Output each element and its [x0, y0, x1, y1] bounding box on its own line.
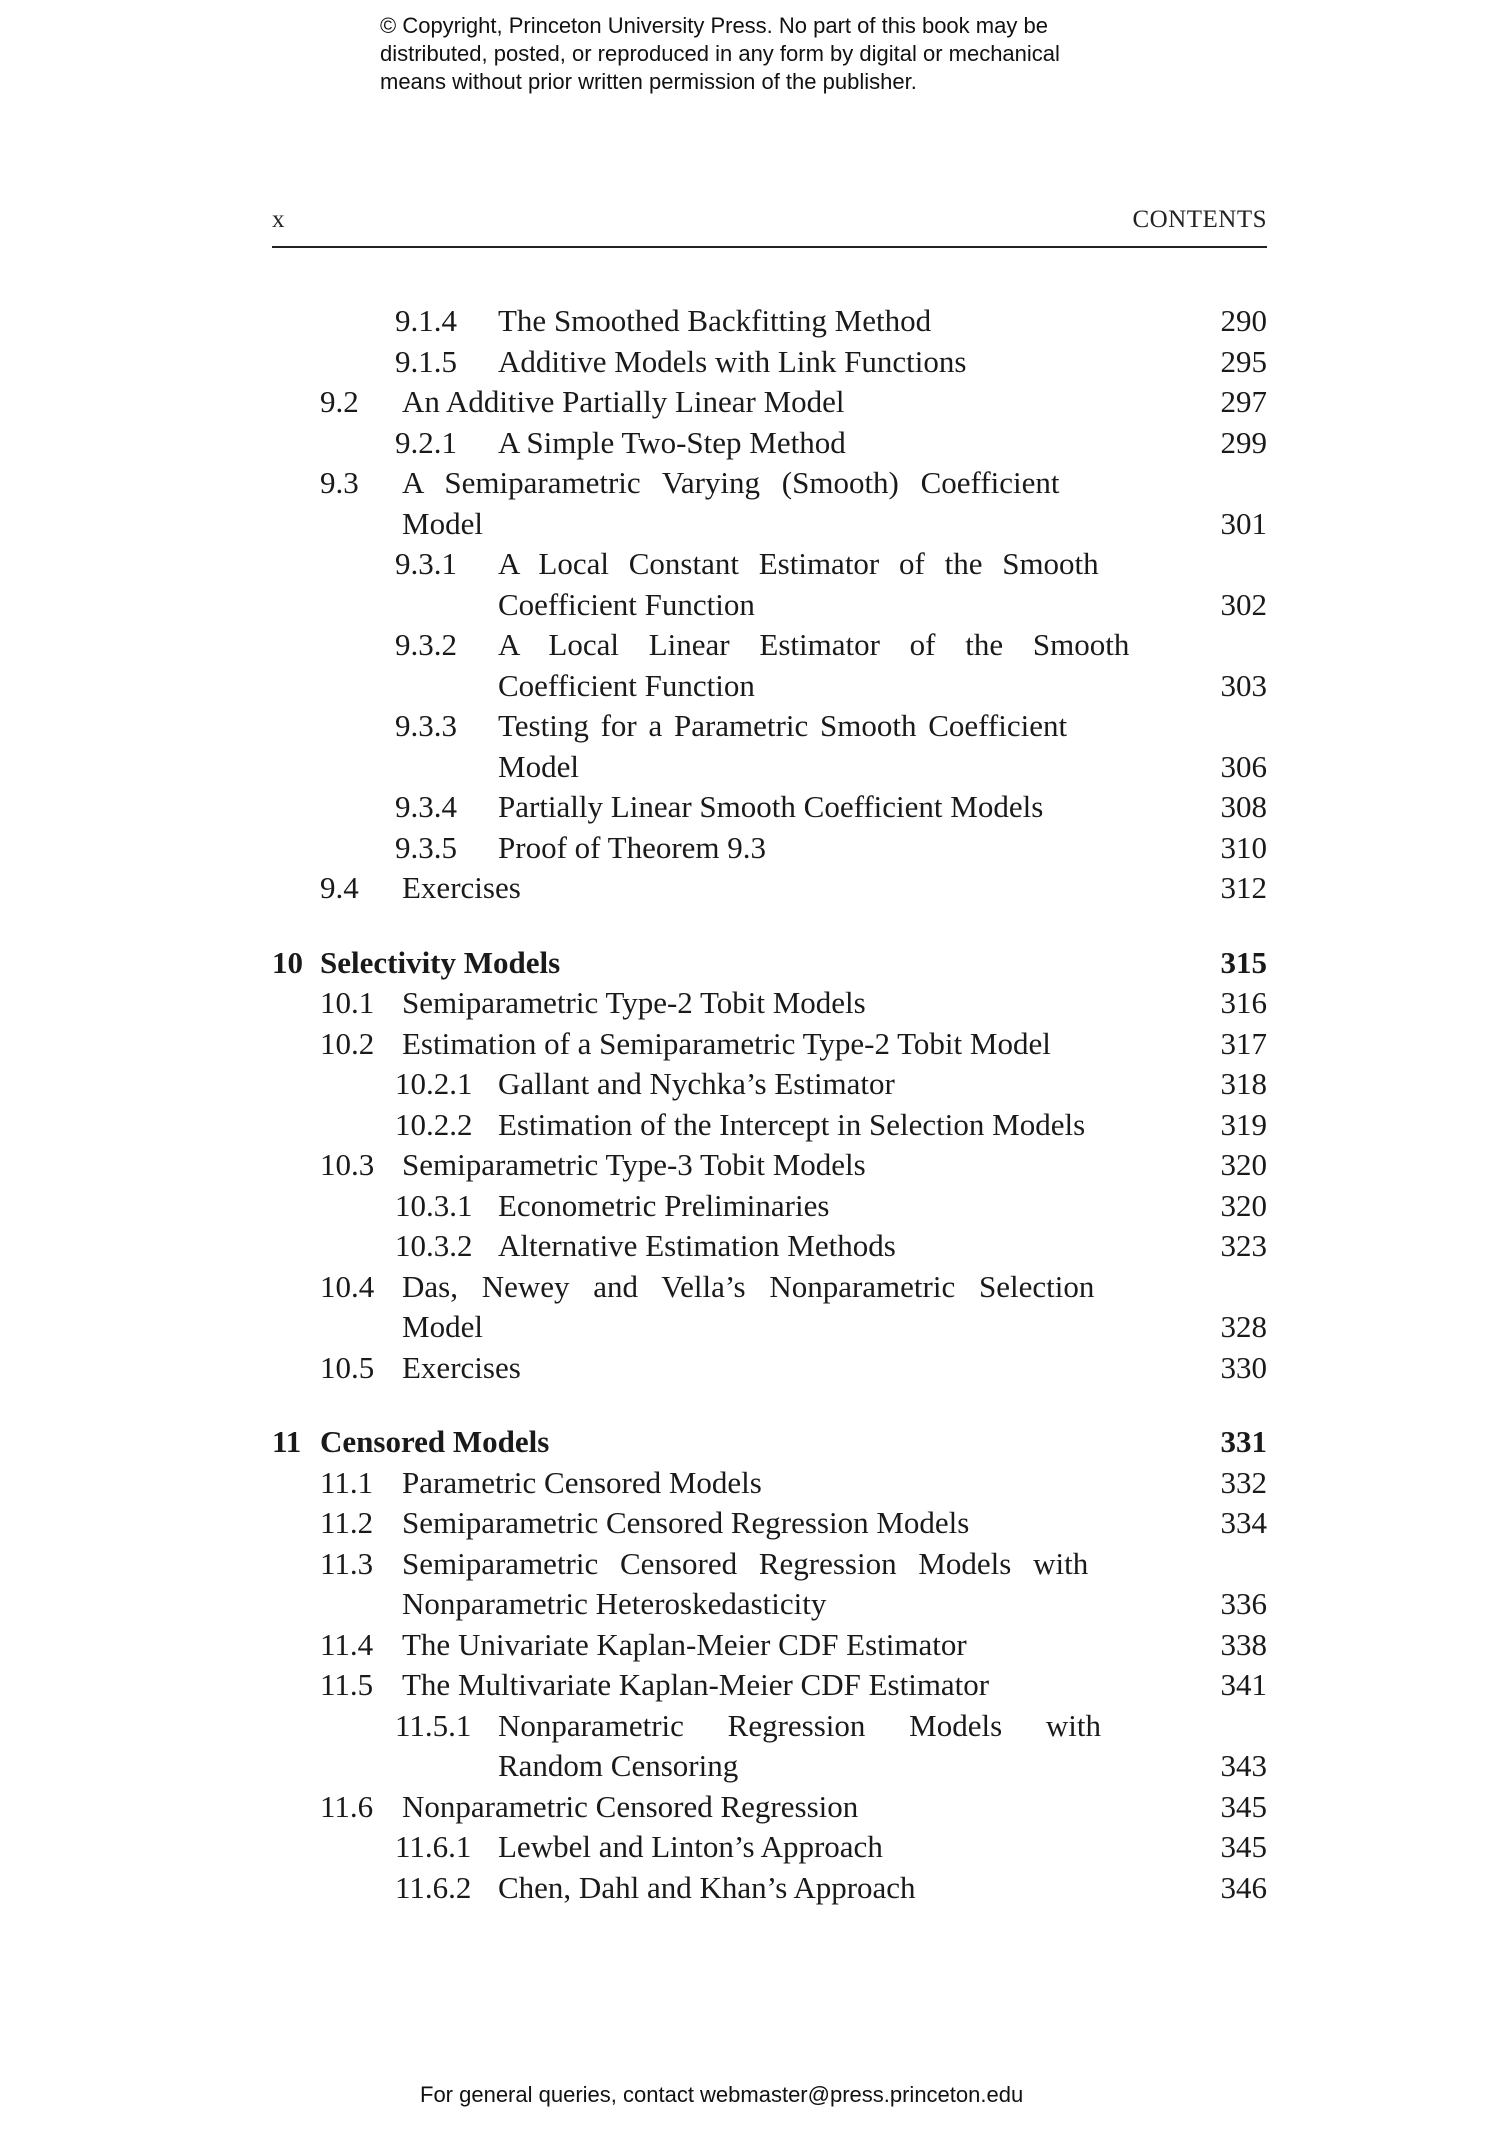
toc-entry[interactable] — [272, 544, 1267, 585]
copyright-line: means without prior written permission of the publisher. — [380, 69, 917, 94]
section-number: 9.2 — [320, 384, 359, 419]
page-ref: 330 — [1220, 1349, 1267, 1385]
page-ref: 299 — [1220, 424, 1267, 460]
section-title: Nonparametric Censored Regression — [402, 1788, 859, 1824]
page-ref: 332 — [1220, 1464, 1267, 1500]
page-ref: 316 — [1220, 985, 1267, 1020]
copyright-line: distributed, posted, or reproduced in any form by digital or mechanical — [380, 41, 1060, 66]
section-title-continued: Nonparametric Heteroskedasticity — [402, 1586, 827, 1621]
section-title: An Additive Partially Linear Model — [402, 384, 845, 419]
toc-entry-continuation[interactable] — [272, 1307, 1267, 1348]
toc-entry[interactable] — [272, 1226, 1267, 1267]
toc-entry[interactable] — [272, 463, 1267, 504]
section-title: Testing for a Parametric Smooth Coefficient — [498, 708, 1068, 743]
section-title: Gallant and Nychka’s Estimator — [498, 1066, 895, 1101]
toc-entry-continuation[interactable] — [272, 1584, 1267, 1625]
page-ref: 303 — [1220, 667, 1267, 703]
section-number: 10.2.1 — [395, 1066, 473, 1101]
section-number: 11.1 — [320, 1464, 374, 1500]
section-title: A Local Linear Estimator of the Smooth — [498, 627, 1130, 662]
page-ref: 290 — [1220, 303, 1267, 338]
section-number: 11.3 — [320, 1545, 374, 1581]
page-ref: 320 — [1220, 1187, 1267, 1223]
page-ref: 336 — [1220, 1586, 1267, 1621]
page-ref: 302 — [1220, 586, 1267, 622]
toc-entry[interactable] — [272, 1267, 1267, 1308]
section-title: The Univariate Kaplan-Meier CDF Estimator — [402, 1626, 967, 1662]
page-ref: 308 — [1220, 789, 1267, 824]
toc-entry[interactable] — [272, 1503, 1267, 1544]
section-title: A Semiparametric Varying (Smooth) Coefficient — [402, 465, 1060, 500]
toc-entry[interactable] — [272, 1064, 1267, 1105]
copyright-line: © Copyright, Princeton University Press. No part of this book may be — [380, 13, 1048, 38]
section-number: 10.3 — [320, 1147, 375, 1182]
toc-entry[interactable] — [272, 301, 1267, 342]
toc-entry-continuation[interactable] — [272, 747, 1267, 788]
section-title-continued: Coefficient Function — [498, 667, 755, 703]
toc-entry[interactable] — [272, 1827, 1267, 1868]
section-number: 10.1 — [320, 985, 375, 1020]
page-ref: 328 — [1220, 1309, 1267, 1344]
toc-entry[interactable] — [272, 1706, 1267, 1747]
section-number: 11.4 — [320, 1626, 374, 1662]
page-ref: 343 — [1220, 1748, 1267, 1783]
page-ref: 318 — [1220, 1066, 1267, 1101]
page-ref: 297 — [1220, 384, 1267, 419]
section-title-continued: Model — [498, 748, 579, 784]
page-ref: 334 — [1220, 1505, 1267, 1540]
footer-contact: For general queries, contact webmaster@press.princeton.edu — [420, 2082, 1024, 2107]
section-title: Lewbel and Linton’s Approach — [498, 1829, 883, 1864]
section-title: Semiparametric Censored Regression Models — [402, 1505, 970, 1540]
section-number: 9.2.1 — [395, 424, 457, 460]
section-number: 11.5 — [320, 1667, 374, 1702]
page-ref: 315 — [1220, 944, 1267, 980]
section-number: 9.3.4 — [395, 789, 457, 824]
section-title: A Local Constant Estimator of the Smooth — [498, 546, 1099, 581]
section-title: Chen, Dahl and Khan’s Approach — [498, 1869, 916, 1905]
page-ref: 323 — [1220, 1228, 1267, 1263]
section-number: 10.2.2 — [395, 1106, 473, 1142]
section-number: 11.6.2 — [395, 1869, 472, 1905]
section-number: 10.3.2 — [395, 1228, 473, 1263]
toc-entry[interactable] — [272, 1463, 1267, 1504]
section-title-continued: Model — [402, 1309, 483, 1344]
toc-entry[interactable] — [272, 1145, 1267, 1186]
section-number: 10.3.1 — [395, 1187, 473, 1223]
section-number: 11.6 — [320, 1788, 374, 1824]
toc-entry[interactable] — [272, 1787, 1267, 1828]
section-title: The Smoothed Backfitting Method — [498, 303, 932, 338]
page-ref: 345 — [1220, 1788, 1267, 1824]
section-title: Estimation of the Intercept in Selection Models — [498, 1106, 1086, 1142]
section-number: 9.3.2 — [395, 627, 457, 662]
section-number: 10.5 — [320, 1349, 375, 1385]
page-ref: 301 — [1220, 505, 1267, 541]
toc-entry-continuation[interactable] — [272, 1746, 1267, 1787]
page-ref: 345 — [1220, 1829, 1267, 1864]
toc-entry[interactable] — [272, 868, 1267, 909]
section-title: Parametric Censored Models — [402, 1464, 762, 1500]
section-number: 9.3.3 — [395, 708, 457, 743]
section-title: Semiparametric Type-2 Tobit Models — [402, 985, 866, 1020]
toc-entry[interactable] — [272, 1186, 1267, 1227]
section-number: 9.3.5 — [395, 829, 457, 865]
toc-entry[interactable] — [272, 1348, 1267, 1389]
toc-chapter[interactable] — [272, 1422, 1267, 1463]
toc-entry[interactable] — [272, 983, 1267, 1024]
page-ref: 319 — [1220, 1106, 1267, 1142]
section-number: 10.2 — [320, 1025, 375, 1061]
section-title: Semiparametric Censored Regression Models with — [402, 1545, 1089, 1581]
section-number: 10.4 — [320, 1268, 375, 1304]
page-ref: 312 — [1220, 870, 1267, 905]
section-title: Partially Linear Smooth Coefficient Models — [498, 789, 1044, 824]
section-number: 9.1.5 — [395, 343, 457, 379]
toc-entry[interactable] — [272, 423, 1267, 464]
page-ref: 306 — [1220, 748, 1267, 784]
toc-entry[interactable] — [272, 1868, 1267, 1909]
toc-entry[interactable] — [272, 382, 1267, 423]
chapter-title: Selectivity Models — [320, 944, 561, 980]
toc-entry[interactable] — [272, 787, 1267, 828]
page-ref: 346 — [1220, 1869, 1267, 1905]
table-of-contents — [272, 301, 1267, 1908]
toc-entry[interactable] — [272, 1544, 1267, 1585]
section-number: 9.3.1 — [395, 546, 457, 581]
toc-entry[interactable] — [272, 1625, 1267, 1666]
page-ref: 331 — [1220, 1424, 1267, 1459]
section-title-continued: Random Censoring — [498, 1748, 739, 1783]
page-ref: 338 — [1220, 1626, 1267, 1662]
section-title-continued: Model — [402, 505, 483, 541]
section-title: Semiparametric Type-3 Tobit Models — [402, 1147, 866, 1182]
running-title: CONTENTS — [1132, 206, 1267, 233]
page-ref: 295 — [1220, 343, 1267, 379]
section-title-continued: Coefficient Function — [498, 586, 755, 622]
page-number: x — [272, 206, 285, 233]
section-title: Exercises — [402, 870, 521, 905]
chapter-number: 11 — [272, 1424, 302, 1459]
page-ref: 310 — [1220, 829, 1267, 865]
section-title: The Multivariate Kaplan-Meier CDF Estimator — [402, 1667, 990, 1702]
section-title: Proof of Theorem 9.3 — [498, 829, 767, 865]
page-ref: 341 — [1220, 1667, 1267, 1702]
section-title: Nonparametric Regression Models with — [498, 1707, 1102, 1743]
toc-entry[interactable] — [272, 625, 1267, 666]
section-title: Estimation of a Semiparametric Type-2 Tobit Model — [402, 1025, 1051, 1061]
section-number: 11.5.1 — [395, 1707, 472, 1743]
chapter-number: 10 — [272, 944, 303, 980]
toc-entry[interactable] — [272, 828, 1267, 869]
copyright-notice — [380, 12, 1180, 96]
section-title: Additive Models with Link Functions — [498, 343, 967, 379]
toc-entry[interactable] — [272, 342, 1267, 383]
toc-entry-continuation[interactable] — [272, 504, 1267, 545]
section-number: 11.6.1 — [395, 1829, 472, 1864]
toc-entry[interactable] — [272, 1024, 1267, 1065]
section-number: 9.1.4 — [395, 303, 457, 338]
chapter-title: Censored Models — [320, 1424, 550, 1459]
section-title: Alternative Estimation Methods — [498, 1228, 896, 1263]
section-title: A Simple Two-Step Method — [498, 424, 846, 460]
toc-entry-continuation[interactable] — [272, 585, 1267, 626]
page-ref: 317 — [1220, 1025, 1267, 1061]
section-number: 11.2 — [320, 1505, 374, 1540]
toc-chapter[interactable] — [272, 943, 1267, 984]
section-title: Exercises — [402, 1349, 521, 1385]
section-title: Econometric Preliminaries — [498, 1187, 830, 1223]
toc-entry-continuation[interactable] — [272, 666, 1267, 707]
toc-entry[interactable] — [272, 1665, 1267, 1706]
page-ref: 320 — [1220, 1147, 1267, 1182]
section-title: Das, Newey and Vella’s Nonparametric Selection — [402, 1268, 1095, 1304]
section-number: 9.3 — [320, 465, 359, 500]
toc-entry[interactable] — [272, 1105, 1267, 1146]
toc-entry[interactable] — [272, 706, 1267, 747]
running-header — [272, 206, 1267, 248]
section-number: 9.4 — [320, 870, 359, 905]
